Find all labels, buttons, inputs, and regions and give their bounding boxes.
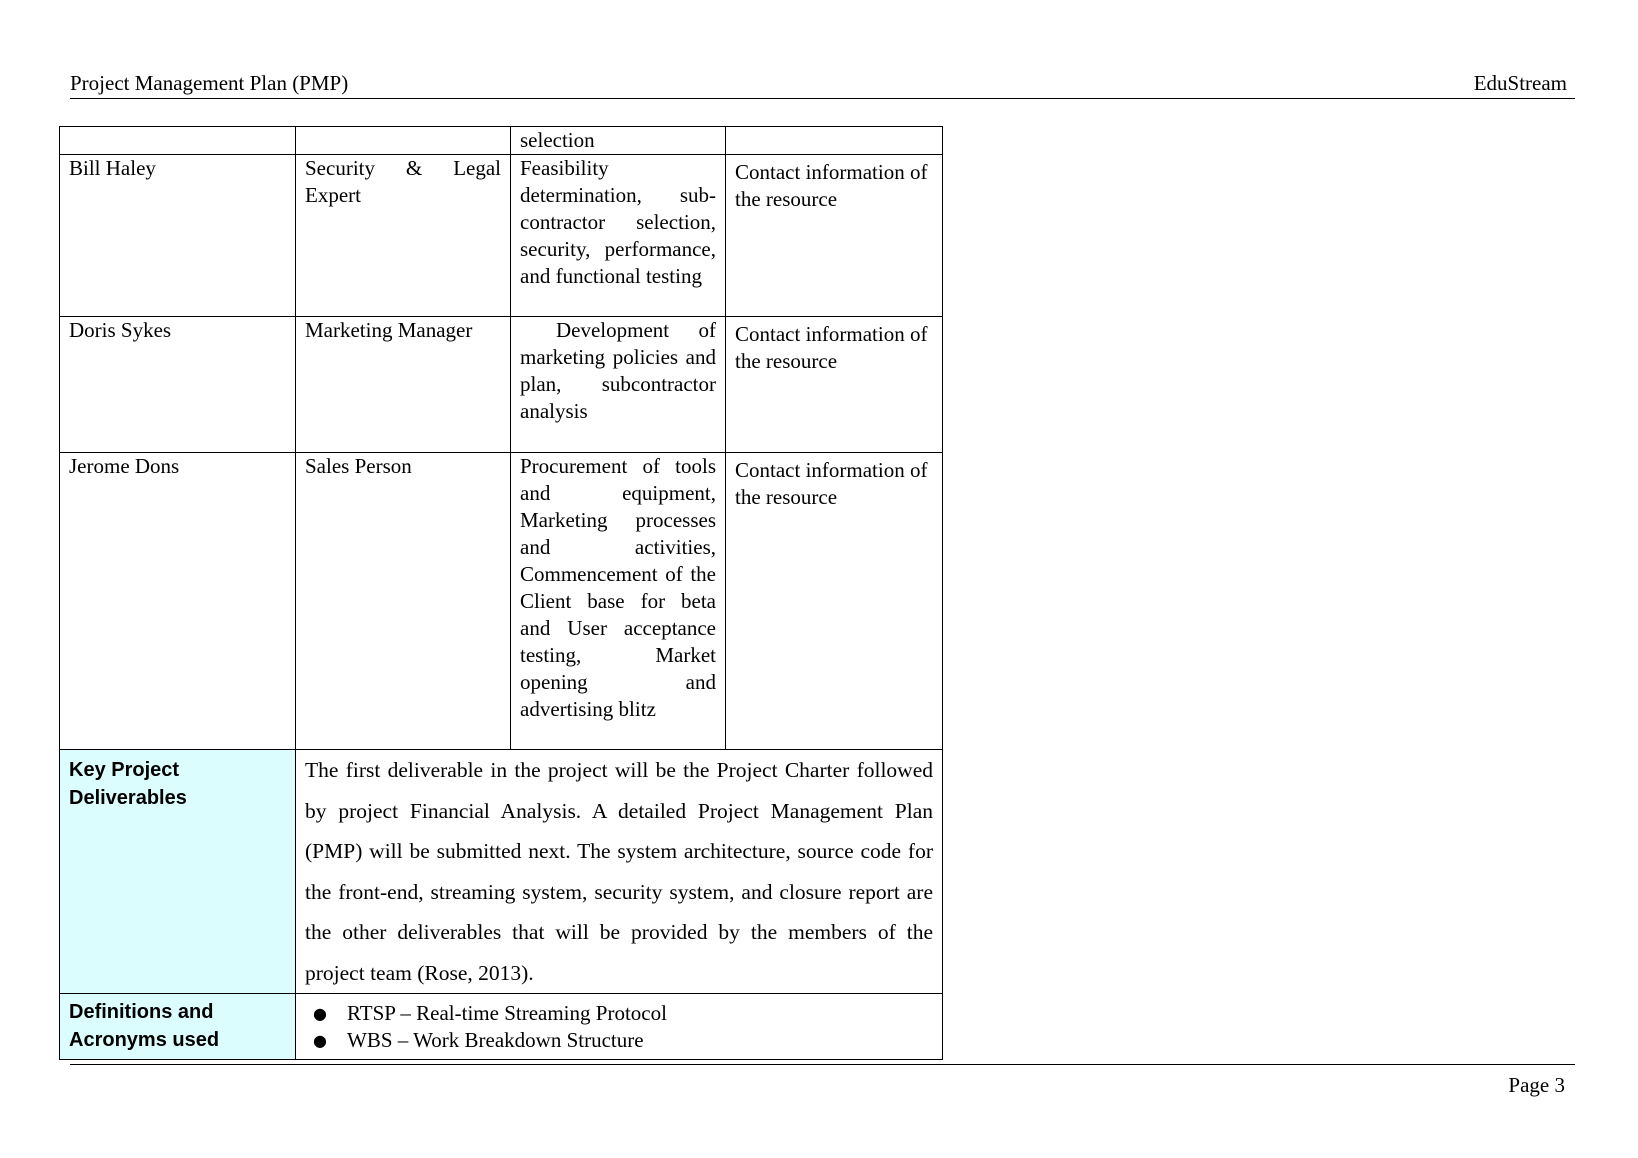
role-cell: Marketing Manager xyxy=(296,317,511,453)
contact-cell xyxy=(726,127,943,155)
name-cell: Jerome Dons xyxy=(60,453,296,750)
list-item xyxy=(313,1027,933,1054)
table-row xyxy=(60,127,943,155)
responsibility-cell: Development of marketing policies and plan, subcontractor analysis xyxy=(511,317,726,453)
role-cell: Security & Legal Expert xyxy=(296,155,511,317)
name-cell xyxy=(60,127,296,155)
bullet-icon: ● xyxy=(313,1031,327,1050)
name-cell: Doris Sykes xyxy=(60,317,296,453)
contact-cell: Contact information of the resource xyxy=(735,160,928,211)
responsibility-cell: Feasibility determination, sub-contractor selection, security, performance, and functional testing xyxy=(511,155,726,317)
definitions-row xyxy=(60,994,943,1060)
contact-cell: Contact information of the resource xyxy=(735,458,928,509)
definitions-list xyxy=(305,1000,933,1054)
name-cell: Bill Haley xyxy=(60,155,296,317)
responsibility-cell: selection xyxy=(511,127,726,155)
role-cell: Sales Person xyxy=(296,453,511,750)
responsibility-cell: Procurement of tools and equipment, Marketing processes and activities, Commencement of the Client base for beta and User acceptance testing, Market opening and advertising blitz xyxy=(511,453,726,750)
deliverables-label: Key Project Deliverables xyxy=(60,750,296,994)
document-title: Project Management Plan (PMP) xyxy=(70,71,349,95)
footer-divider xyxy=(70,1064,1575,1065)
company-name: EduStream xyxy=(1473,71,1567,95)
page-header xyxy=(70,68,1575,99)
definition-text: WBS – Work Breakdown Structure xyxy=(347,1028,644,1052)
definitions-label: Definitions and Acronyms used xyxy=(60,994,296,1060)
definition-text: RTSP – Real-time Streaming Protocol xyxy=(347,1001,667,1025)
deliverables-text: The first deliverable in the project will be the Project Charter followed by project Financial Analysis. A detailed Project Management Plan (PMP) will be submitted next. The system architecture, source code for the front-end, streaming system, security system, and closure report are the other deliverables that will be provided by the members of the project team (Rose, 2013). xyxy=(296,750,943,994)
bullet-icon: ● xyxy=(313,1004,327,1023)
resource-table xyxy=(59,126,943,1060)
role-cell xyxy=(296,127,511,155)
table-row xyxy=(60,155,943,317)
contact-cell: Contact information of the resource xyxy=(735,322,928,373)
deliverables-row xyxy=(60,750,943,994)
page-number: Page 3 xyxy=(1508,1073,1565,1097)
definitions-cell xyxy=(296,994,943,1060)
list-item xyxy=(313,1000,933,1027)
table-row xyxy=(60,453,943,750)
table-row xyxy=(60,317,943,453)
